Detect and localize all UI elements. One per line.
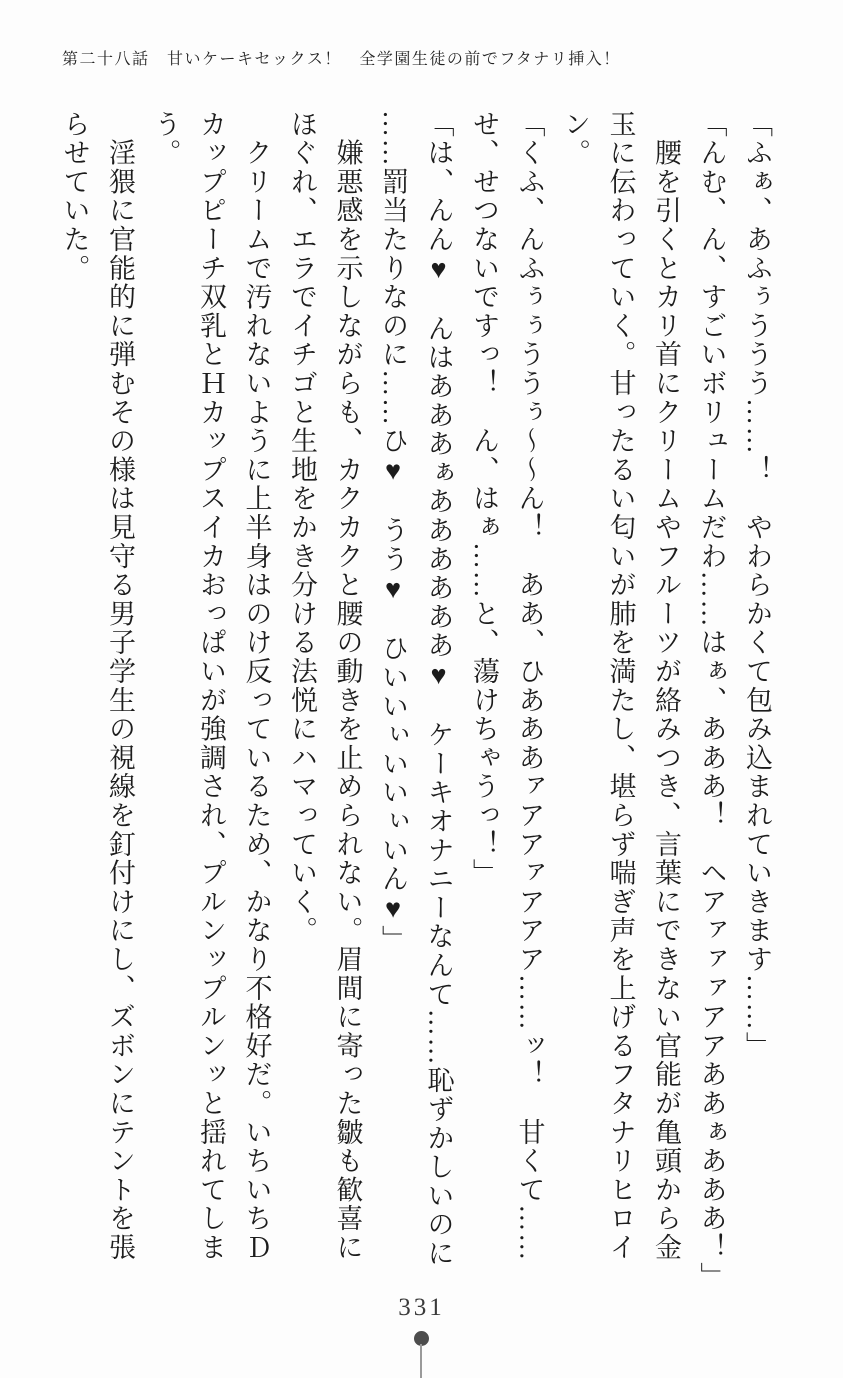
text-column-1: 「ふぁ、あふぅううう……！ やわらかくて包み込まれていきます……」	[742, 110, 772, 1061]
text-column-6: 「くふ、んふぅぅううぅ〜〜ん！ ああ、ひあああァアアァアアア……ッ！ 甘くて……	[514, 110, 545, 1262]
text-column-3: 腰を引くとカリ首にクリームやフルーツが絡みつき、言葉にできない官能が亀頭から金	[651, 110, 681, 1262]
text-column-11: ほぐれ、エラでイチゴと生地をかき分ける法悦にハマっていく。	[287, 110, 317, 946]
text-column-10: 嫌悪感を示しながらも、カクカクと腰の動きを止められない。眉間に寄った皺も歓喜に	[332, 110, 363, 1262]
text-column-7: せ、せつないですっ！ ん、はぁ……と、蕩けちゃうっ！」	[469, 110, 499, 888]
body-text	[51, 110, 779, 1295]
text-column-5: ン。	[560, 110, 590, 168]
chapter-header: 第二十八話 甘いケーキセックス！ 全学園生徒の前でフタナリ挿入！	[62, 51, 621, 68]
text-column-4: 玉に伝わっていく。甘ったるい匂いが肺を満たし、堪らず喘ぎ声を上げるフタナリヒロイ	[605, 110, 636, 1262]
text-column-8: 「は、んん♥ んはあああぁああああああ♥ ケーキオナニーなんて……恥ずかしいのに	[423, 110, 454, 1268]
text-column-15: 淫猥に官能的に弾むその様は見守る男子学生の視線を釘付けにし、ズボンにテントを張	[105, 110, 135, 1262]
text-column-12: クリームで汚れないように上半身はのけ反っているため、かなり不格好だ。いちいちＤ	[241, 110, 272, 1262]
text-column-9: ……罰当たりなのに……ひ♥ うう♥ ひいいぃいいぃいん♥」	[378, 110, 408, 955]
text-column-14: う。	[150, 110, 181, 168]
text-column-16: らせていた。	[59, 110, 90, 283]
footer-line	[420, 1344, 422, 1378]
text-column-2: 「んむ、ん、すごいボリュームだわ……はぁ、あああ！ ヘアァァァアアああぁあああ！」	[696, 110, 727, 1291]
page-number: 331	[398, 1294, 445, 1321]
text-column-13: カップピーチ双乳とＨカップスイカおっぱいが強調され、プルンップルンッと揺れてしま	[196, 110, 226, 1262]
